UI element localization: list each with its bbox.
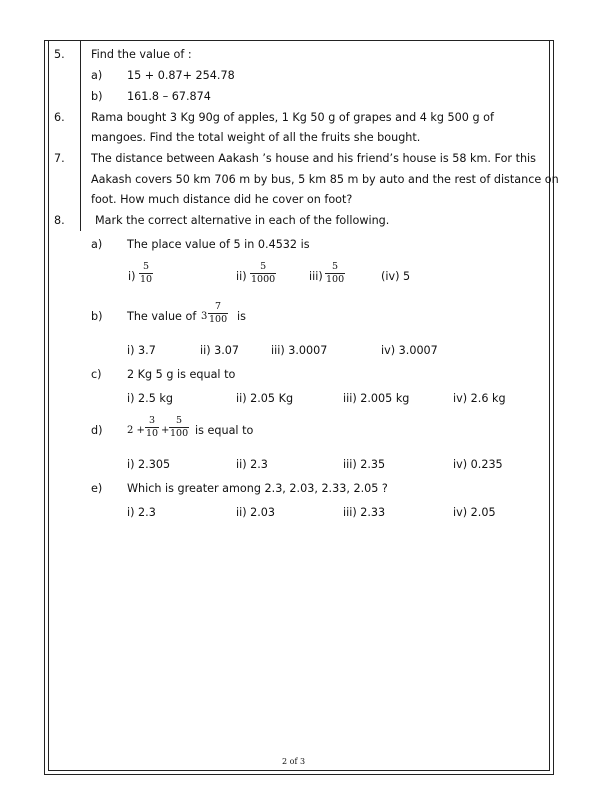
question-8d-label: d) (91, 424, 103, 437)
fraction-numerator: 5 (143, 261, 150, 272)
question-5b-label: b) (91, 90, 103, 103)
option-8e-3: iii) 2.33 (343, 506, 386, 519)
question-5a-expression: 15 + 0.87+ 254.78 (127, 69, 235, 82)
option-8b-2: ii) 3.07 (200, 344, 240, 357)
mixed-number-whole: 3 (201, 311, 208, 322)
question-number-5: 5. (54, 48, 65, 61)
option-8a-3-label: iii) (309, 270, 323, 283)
question-number-column-rule (80, 40, 81, 231)
fraction-denominator: 1000 (251, 274, 276, 285)
question-8e-text: Which is greater among 2.3, 2.03, 2.33, 2.05 ? (127, 482, 388, 495)
option-8d-4: iv) 0.235 (453, 458, 503, 471)
option-8c-3: iii) 2.005 kg (343, 392, 410, 405)
fraction-denominator: 100 (170, 428, 189, 439)
option-8c-2: ii) 2.05 Kg (236, 392, 294, 405)
option-8d-3: iii) 2.35 (343, 458, 386, 471)
question-7-line-3: foot. How much distance did he cover on foot? (91, 193, 353, 206)
fraction-denominator: 100 (209, 314, 228, 325)
option-8e-1: i) 2.3 (127, 506, 156, 519)
expression-whole-part: 2 + (127, 425, 145, 436)
question-6-line-1: Rama bought 3 Kg 90g of apples, 1 Kg 50 g of grapes and 4 kg 500 g of (91, 111, 494, 124)
fraction-numerator: 5 (260, 261, 267, 272)
question-8d-text-post: is equal to (195, 424, 254, 437)
option-8a-4: (iv) 5 (381, 270, 411, 283)
expression-plus-sign: + (161, 425, 170, 436)
question-7-line-2: Aakash covers 50 km 706 m by bus, 5 km 85 m by auto and the rest of distance on (91, 173, 559, 186)
option-8d-1: i) 2.305 (127, 458, 171, 471)
option-8b-1: i) 3.7 (127, 344, 156, 357)
option-8c-1: i) 2.5 kg (127, 392, 173, 405)
question-8b-label: b) (91, 310, 103, 323)
option-8a-2-label: ii) (236, 270, 247, 283)
question-5b-expression: 161.8 – 67.874 (127, 90, 211, 103)
option-8a-1-fraction (139, 262, 153, 285)
option-8b-3: iii) 3.0007 (271, 344, 328, 357)
question-8a-label: a) (91, 238, 103, 251)
option-8c-4: iv) 2.6 kg (453, 392, 506, 405)
question-5-text: Find the value of : (91, 48, 192, 61)
option-8e-4: iv) 2.05 (453, 506, 496, 519)
option-8e-2: ii) 2.03 (236, 506, 276, 519)
question-8c-label: c) (91, 368, 102, 381)
question-number-7: 7. (54, 152, 65, 165)
expression-fraction-1 (145, 416, 159, 439)
option-8d-2: ii) 2.3 (236, 458, 268, 471)
question-8b-text-pre: The value of (127, 310, 197, 323)
fraction-numerator: 5 (176, 415, 183, 426)
question-8b-text-post: is (237, 310, 246, 323)
expression-fraction-2 (169, 416, 189, 439)
question-8-text: Mark the correct alternative in each of the following. (95, 214, 390, 227)
question-5a-label: a) (91, 69, 103, 82)
question-8a-text: The place value of 5 in 0.4532 is (127, 238, 310, 251)
mixed-number-fraction (208, 302, 228, 325)
fraction-denominator: 10 (140, 274, 153, 285)
fraction-denominator: 100 (326, 274, 345, 285)
option-8b-4: iv) 3.0007 (381, 344, 438, 357)
question-number-8: 8. (54, 214, 65, 227)
fraction-numerator: 7 (215, 301, 222, 312)
option-8a-3-fraction (325, 262, 345, 285)
fraction-numerator: 5 (332, 261, 339, 272)
question-8c-text: 2 Kg 5 g is equal to (127, 368, 236, 381)
option-8a-2-fraction (250, 262, 276, 285)
question-6-line-2: mangoes. Find the total weight of all the fruits she bought. (91, 131, 421, 144)
question-number-6: 6. (54, 111, 65, 124)
page-number: 2 of 3 (282, 757, 306, 766)
fraction-denominator: 10 (146, 428, 159, 439)
question-8e-label: e) (91, 482, 103, 495)
option-8a-1-label: i) (128, 270, 136, 283)
fraction-numerator: 3 (149, 415, 156, 426)
question-7-line-1: The distance between Aakash ’s house and his friend’s house is 58 km. For this (91, 152, 536, 165)
